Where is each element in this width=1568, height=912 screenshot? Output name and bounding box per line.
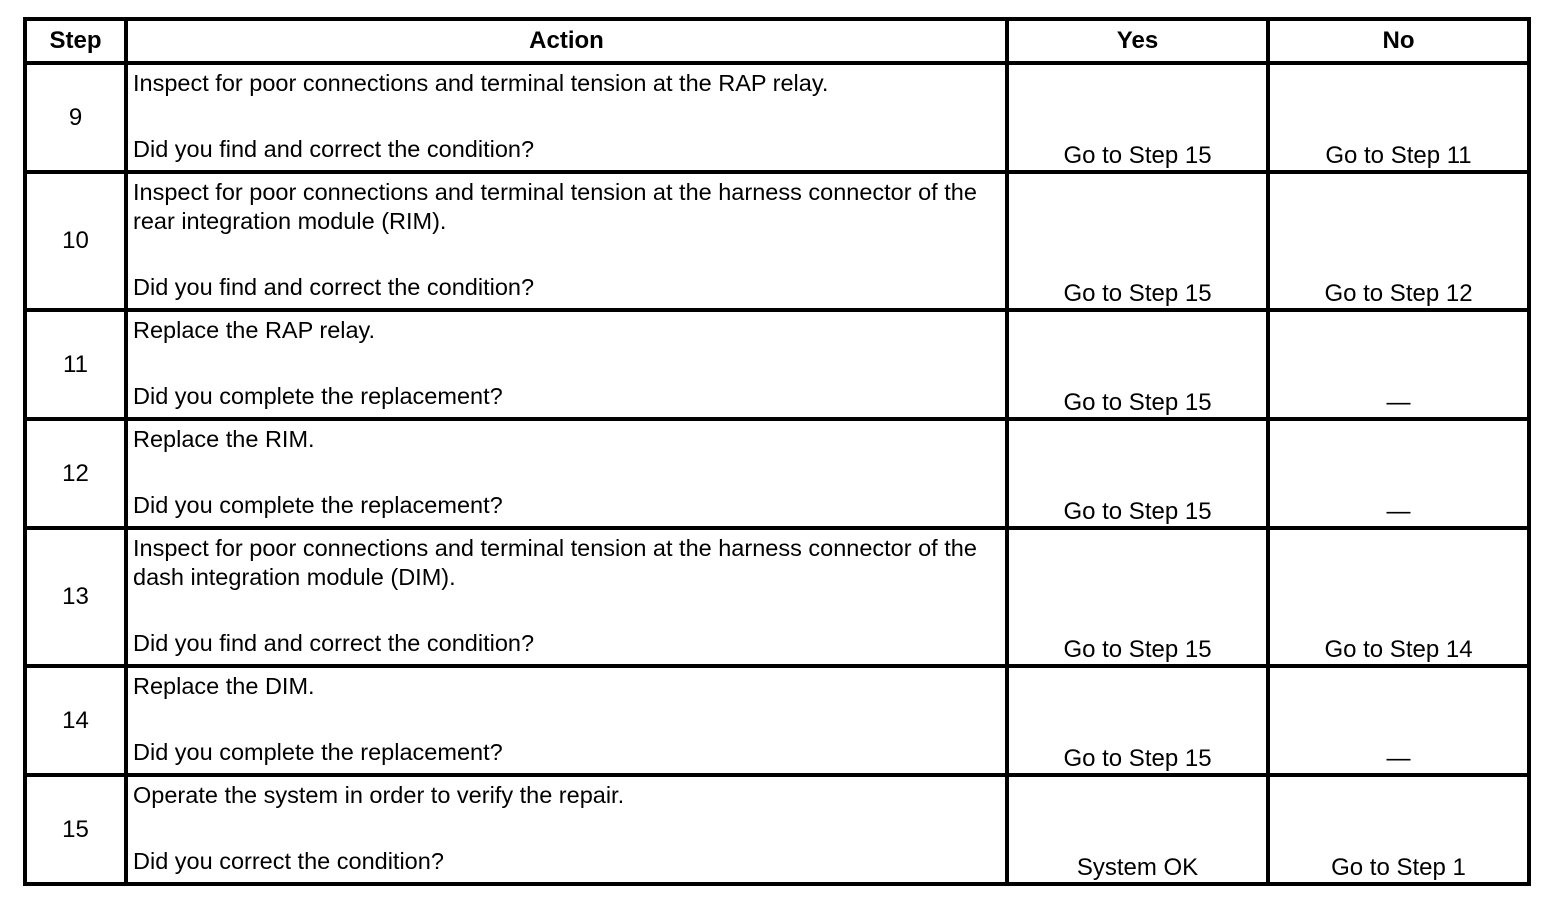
- table-row: [25, 528, 1529, 666]
- table-row: [25, 310, 1529, 419]
- action-instruction: Inspect for poor connections and terminal tension at the harness connector of the dash integration module (DIM).: [133, 535, 977, 590]
- action-instruction: Operate the system in order to verify the repair.: [133, 782, 625, 808]
- yes-result: Go to Step 15: [1007, 666, 1268, 775]
- step-number: 10: [25, 172, 126, 310]
- yes-result: Go to Step 15: [1007, 63, 1268, 172]
- action-instruction: Replace the DIM.: [133, 673, 315, 699]
- step-number: 13: [25, 528, 126, 666]
- yes-result: Go to Step 15: [1007, 172, 1268, 310]
- table-row: [25, 775, 1529, 884]
- action-question: Did you complete the replacement?: [133, 492, 503, 518]
- action-cell: [126, 419, 1007, 528]
- table-row: [25, 63, 1529, 172]
- action-question: Did you find and correct the condition?: [133, 274, 535, 300]
- action-instruction: Replace the RAP relay.: [133, 317, 376, 343]
- action-question: Did you complete the replacement?: [133, 383, 503, 409]
- table-row: [25, 419, 1529, 528]
- header-step: Step: [25, 19, 126, 63]
- action-cell: [126, 528, 1007, 666]
- header-yes: Yes: [1007, 19, 1268, 63]
- header-action: Action: [126, 19, 1007, 63]
- action-question: Did you correct the condition?: [133, 848, 444, 874]
- header-row: [25, 19, 1529, 63]
- no-result: Go to Step 11: [1268, 63, 1529, 172]
- no-result: —: [1268, 419, 1529, 528]
- no-result: —: [1268, 310, 1529, 419]
- action-cell: [126, 775, 1007, 884]
- action-cell: [126, 310, 1007, 419]
- action-cell: [126, 172, 1007, 310]
- action-instruction: Inspect for poor connections and terminal tension at the harness connector of the rear integration module (RIM).: [133, 179, 977, 234]
- action-cell: [126, 63, 1007, 172]
- no-result: Go to Step 12: [1268, 172, 1529, 310]
- yes-result: Go to Step 15: [1007, 419, 1268, 528]
- table-row: [25, 666, 1529, 775]
- action-instruction: Replace the RIM.: [133, 426, 315, 452]
- step-number: 12: [25, 419, 126, 528]
- action-cell: [126, 666, 1007, 775]
- action-question: Did you find and correct the condition?: [133, 136, 535, 162]
- action-question: Did you find and correct the condition?: [133, 630, 535, 656]
- yes-result: System OK: [1007, 775, 1268, 884]
- no-result: Go to Step 1: [1268, 775, 1529, 884]
- header-no: No: [1268, 19, 1529, 63]
- step-number: 14: [25, 666, 126, 775]
- diagnostic-table: [23, 17, 1531, 886]
- no-result: Go to Step 14: [1268, 528, 1529, 666]
- step-number: 9: [25, 63, 126, 172]
- action-question: Did you complete the replacement?: [133, 739, 503, 765]
- step-number: 15: [25, 775, 126, 884]
- table-row: [25, 172, 1529, 310]
- yes-result: Go to Step 15: [1007, 310, 1268, 419]
- no-result: —: [1268, 666, 1529, 775]
- yes-result: Go to Step 15: [1007, 528, 1268, 666]
- action-instruction: Inspect for poor connections and terminal tension at the RAP relay.: [133, 70, 829, 96]
- step-number: 11: [25, 310, 126, 419]
